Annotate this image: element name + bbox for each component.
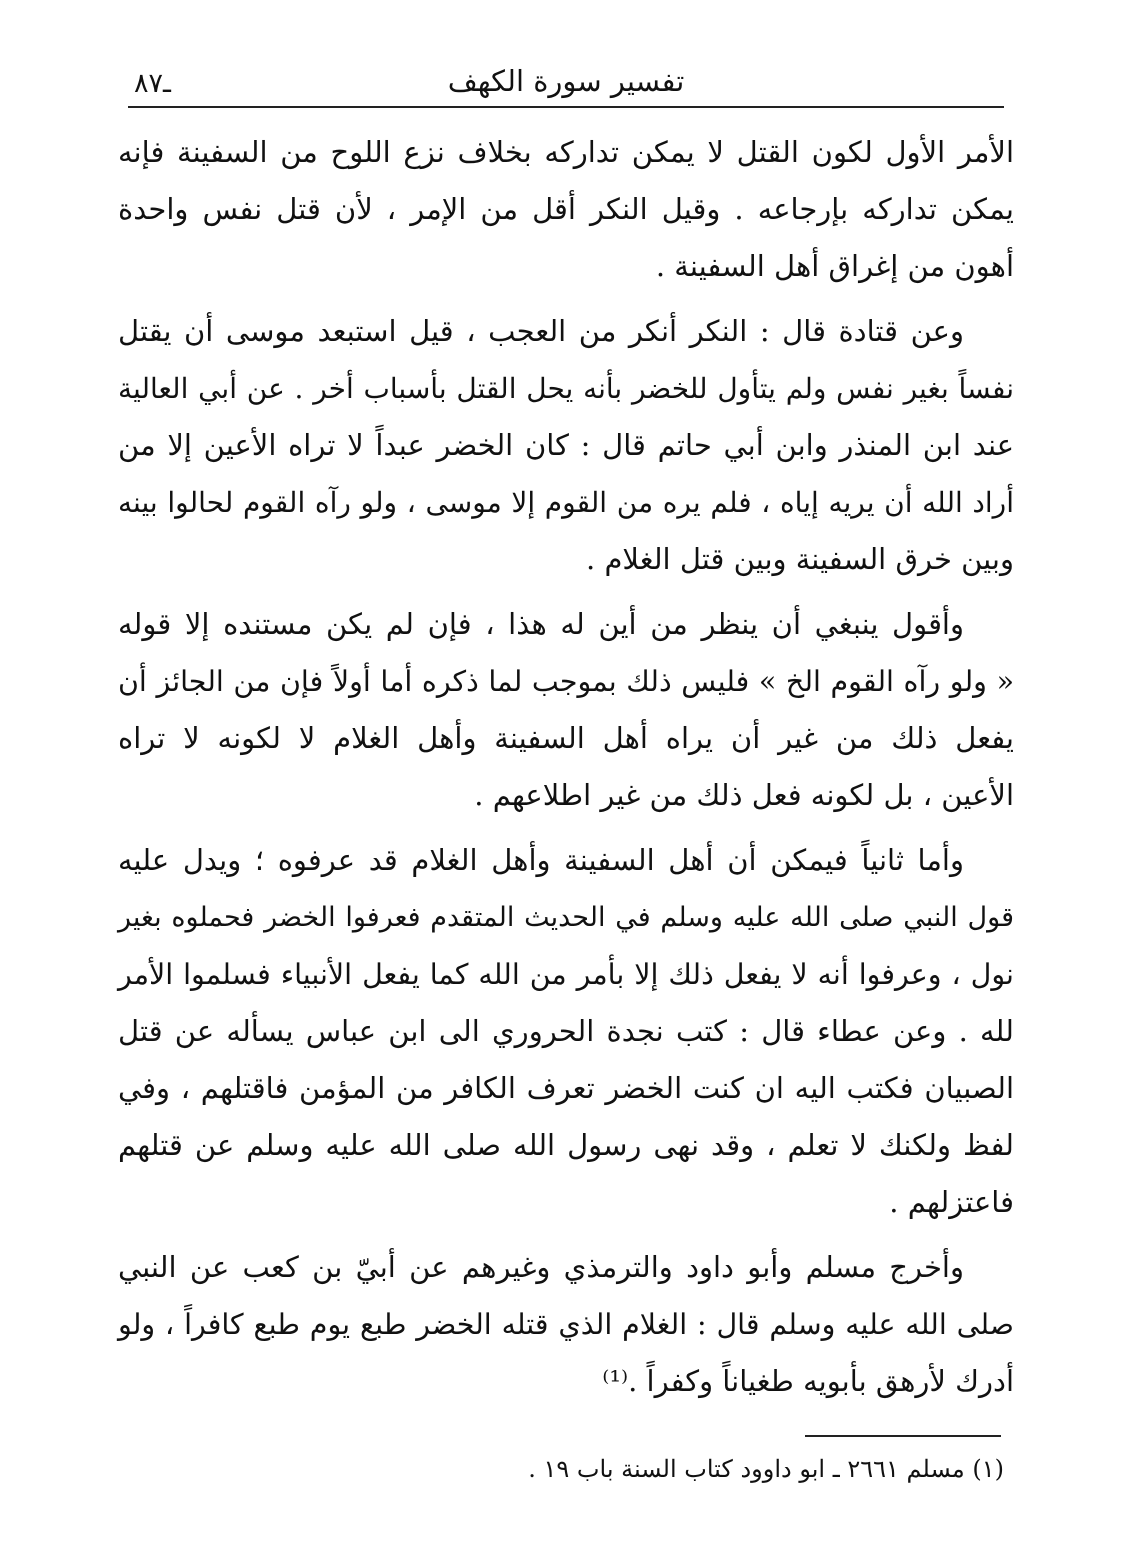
text-line: وأما ثانياً فيمكن أن أهل السفينة وأهل الغلام قد عرفوه ؛ ويدل عليه [118,843,964,877]
running-title: تفسير سورة الكهف [447,64,685,98]
footnote-separator [805,1435,1001,1437]
paragraph [118,124,1014,295]
text-line: أدرك لأرهق بأبويه طغياناً وكفراً .⁽¹⁾ [602,1364,1014,1398]
paragraph [118,303,1014,588]
text-line: يمكن تداركه بإرجاعه . وقيل النكر أقل من الإمر ، لأن قتل نفس واحدة [118,192,1014,226]
text-line: صلى الله عليه وسلم قال : الغلام الذي قتله الخضر طبع يوم طبع كافراً ، ولو [118,1308,1014,1341]
text-line: « ولو رآه القوم الخ » فليس ذلك بموجب لما ذكره أما أولاً فإن من الجائز أن [118,665,1014,698]
text-line: فاعتزلهم . [889,1185,1014,1219]
text-line: الصبيان فكتب اليه ان كنت الخضر تعرف الكافر من المؤمن فاقتلهم ، وفي [118,1071,1014,1105]
text-line: وأخرج مسلم وأبو داود والترمذي وغيرهم عن أبيّ بن كعب عن النبي [118,1250,964,1284]
paragraph [118,596,1014,824]
page-number: ـ٨٧ [134,68,171,99]
text-line: أراد الله أن يريه إياه ، فلم يره من القوم إلا موسى ، ولو رآه القوم لحالوا بينه [118,486,1014,519]
text-line: عند ابن المنذر وابن أبي حاتم قال : كان الخضر عبداً لا تراه الأعين إلا من [118,428,1014,462]
text-line: قول النبي صلى الله عليه وسلم في الحديث المتقدم فعرفوا الخضر فحملوه بغير [118,902,1014,933]
footnote: (١) مسلم ٢٦٦١ ـ ابو داوود كتاب السنة باب ١٩ . [528,1455,1004,1483]
text-line: الأمر الأول لكون القتل لا يمكن تداركه بخلاف نزع اللوح من السفينة فإنه [118,135,1014,169]
paragraph [118,1239,1014,1410]
body-text [118,124,1014,1418]
text-line: أهون من إغراق أهل السفينة . [655,249,1014,283]
page-header [128,62,1004,108]
text-line: يفعل ذلك من غير أن يراه أهل السفينة وأهل الغلام لا لكونه لا تراه [118,721,1014,755]
text-line: لفظ ولكنك لا تعلم ، وقد نهى رسول الله صلى الله عليه وسلم عن قتلهم [118,1128,1014,1162]
text-line: وعن قتادة قال : النكر أنكر من العجب ، قيل استبعد موسى أن يقتل [118,314,964,348]
text-line: نفساً بغير نفس ولم يتأول للخضر بأنه يحل القتل بأسباب أخر . عن أبي العالية [118,372,1014,405]
text-line: الأعين ، بل لكونه فعل ذلك من غير اطلاعهم . [474,778,1014,812]
text-line: وأقول ينبغي أن ينظر من أين له هذا ، فإن لم يكن مستنده إلا قوله [118,607,964,641]
text-line: نول ، وعرفوا أنه لا يفعل ذلك إلا بأمر من الله كما يفعل الأنبياء فسلموا الأمر [118,958,1014,991]
paragraph [118,832,1014,1231]
text-line: لله . وعن عطاء قال : كتب نجدة الحروري الى ابن عباس يسأله عن قتل [118,1014,1014,1048]
text-line: وبين خرق السفينة وبين قتل الغلام . [586,542,1014,576]
